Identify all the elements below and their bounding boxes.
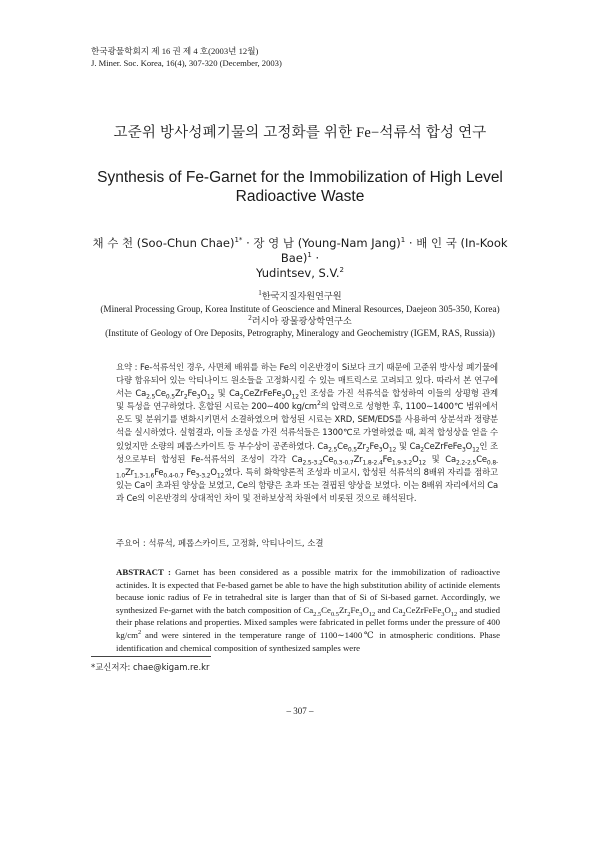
- title-korean: 고준위 방사성폐기물의 고정화를 위한 Fe−석류석 합성 연구: [113, 125, 487, 141]
- author-list: 채 수 천 (Soo-Chun Chae)$^{1*}$ · 장 영 남 (Young-Nam Jang)$^1$ · 배 인 국 (In-Kook Bae)$^1$ · Yudintsev, S.V.$^2$: [92, 236, 508, 280]
- title-english: Synthesis of Fe-Garnet for the Immobilization of High Level Radioactive Waste: [97, 169, 503, 205]
- journal-header-ko: 한국광물학회지 제 16 권 제 4 호(2003년 12월): [91, 46, 259, 56]
- author-mark: 2: [339, 266, 344, 275]
- abstract-english: ABSTRACT : Garnet has been considered as a possible matrix for the immobilization of radioactive actinides. It is expected that Fe-based garnet be able to have the high substitution ability of actinide elements because ionic radius of Fe in tetrahedral site is larger than that of Si of Si-based garnet. Accordingly, we synthesized Fe-garnet with the batch composition of $Ca_{2.5}Ce_{0.5}Zr_2Fe_3O_{12}$ and $Ca_2CeZrFeFe_3O_{12}$ and studied their phase relations and properties. Mixed samples were fabricated in pellet forms under the pressure of 400 $kg/cm^2$ and were sintered in the temperature range of 1100∼1400℃ in atmospheric conditions. Phase identification and chemical composition of synthesized samples were: [116, 567, 501, 653]
- author-jang: · 장 영 남 (Young-Nam Jang): [242, 236, 401, 250]
- journal-header-en: J. Miner. Soc. Korea, 16(4), 307-320 (December, 2003): [91, 58, 282, 68]
- affiliation-2-en: (Institute of Geology of Ore Deposits, Petrography, Mineralogy and Geochemistry (IGEM, RAS, Russia)): [105, 328, 495, 338]
- abstract-label: ABSTRACT :: [116, 567, 171, 577]
- footnote-rule: [91, 656, 211, 657]
- author-mark: 1: [307, 251, 312, 260]
- author-bae: · 배 인 국 (In-Kook Bae): [280, 236, 508, 265]
- affiliation-2-ko: $^2$러시아 광물광상학연구소: [248, 313, 352, 326]
- author-yudintsev: Yudintsev, S.V.: [256, 266, 340, 280]
- affiliation-1-en: (Mineral Processing Group, Korea Institute of Geoscience and Mineral Resources, Daejeon 305-350, Korea): [100, 304, 500, 314]
- author-mark: 1: [400, 236, 406, 245]
- page-number: – 307 –: [286, 706, 314, 716]
- affiliation-1-ko: $^1$한국지질자원연구원: [258, 288, 342, 301]
- abstract-korean: 요약 : Fe-석류석인 경우, 사면체 배위를 하는 Fe의 이온반경이 Si보다 크기 때문에 고준위 방사성 폐기물에 다량 함유되어 있는 악티나이드 원소들을 고정화시킬 수 있는 매트릭스로 고려되고 있다. 따라서 본 연구에서는 $Ca_{2.5}Ce_{0.5}Zr_2Fe_3O_{12}$ 및 $Ca_2CeZrFeFe_3O_{12}$인 조성을 가진 석류석을 합성하여 이들의 상평형 관계 및 특성을 연구하였다. 혼합된 시료는 200∼400 $kg/cm^2$의 압력으로 성형한 후, 1100∼1400℃ 범위에서 온도 및 분위기를 변화시키면서 소결하였으며 합성된 시료는 XRD, SEM/EDS를 사용하여 상분석과 정량분석을 실시하였다. 실험결과, 이들 조성을 가진 석류석들은 1300℃로 가열하였을 때, 최적 합성상을 얻을 수 있었지만 소량의 페롭스카이트 등 부수상이 공존하였다. $Ca_{2.5}Ce_{0.5}Zr_2Fe_3O_{12}$ 및 $Ca_2CeZrFeFe_3O_{12}$인 조성으로부터 합성된 Fe-석류석의 조성이 각각 $Ca_{2.5-3.2}Ce_{0.3-0.7}Zr_{1.8-2.4}Fe_{1.9-3.2}O_{12}$ 및 $Ca_{2.2-2.5}Ce_{0.8-1.0}Zr_{1.3-1.6}Fe_{0.4-0.7}$ $Fe_{3-3.2}O_{12}$였다. 특히 화학양론적 조성과 비교시, 합성된 석류석의 8배위 자리를 점하고 있는 Ca이 초과된 양상을 보였고, Ce의 함량은 초과 또는 결핍된 양상을 보였다. 이는 8배위 자리에서의 Ca과 Ce의 이온반경의 상대적인 차이 및 전하보상적 차원에서 비롯된 것으로 해석된다.: [116, 362, 498, 503]
- author-chae: 채 수 천 (Soo-Chun Chae): [92, 236, 235, 250]
- footnote-corresponding-author: *교신저자: chae@kigam.re.kr: [91, 662, 210, 672]
- keywords-korean: 주요어 : 석류석, 페롭스카이트, 고정화, 악티나이드, 소결: [116, 538, 324, 548]
- author-mark: 1*: [234, 236, 243, 245]
